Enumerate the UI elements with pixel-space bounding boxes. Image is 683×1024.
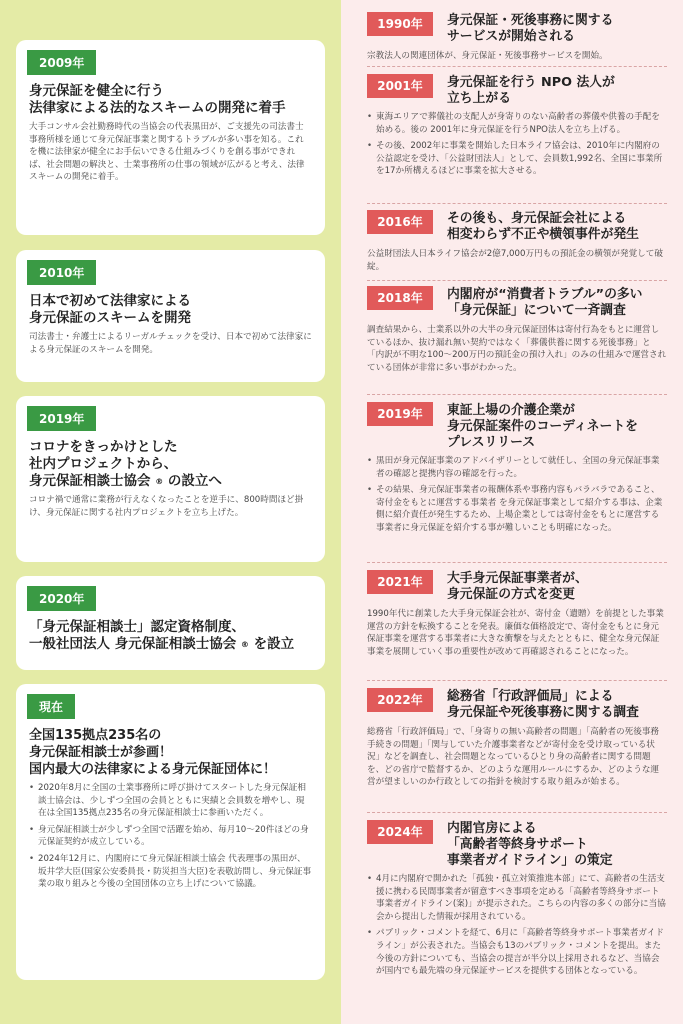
- year-badge: 2021年: [367, 570, 433, 594]
- entry-2022: [367, 688, 667, 789]
- divider: [367, 680, 667, 681]
- card-current: [16, 684, 325, 980]
- entry-title: 身元保証・死後事務に関する サービスが開始される: [447, 13, 614, 44]
- entry-title: その後も、身元保証会社による 相変わらず不正や横領事件が発生: [447, 211, 639, 242]
- registered-mark: ®: [240, 640, 249, 649]
- entry-body: 総務省「行政評価局」で、「身寄りの無い高齢者の問題」「高齢者の死後事務手続きの問題」「関与していた介護事業者などが寄付金を受け取っている状況」などを調査し、社会問題となっているひとり身の高齢者に関する問題を、どの省庁で監督するか、どのような運用ルールにするか、どのような運営が望ましいのか行政としての指針を検討する取り組みが始まる。: [367, 727, 660, 788]
- entry-2016: [367, 210, 667, 273]
- entry-title: 大手身元保証事業者が、 身元保証の方式を変更: [447, 571, 588, 602]
- list-item: • 2020年8月に全国の士業事務所に呼び掛けてスタートした身元保証相談士協会は、少しずつ全国の会員とともに実績と会員数を増やし、現在は全国135拠点235名の身元保証相談士に参画いただく。: [29, 782, 312, 820]
- bullet-list: [367, 873, 667, 978]
- list-item: • 東海エリアで葬儀社の支配人が身寄りのない高齢者の葬儀や供養の手配を始める。後の 2001年に身元保証を行うNPO法人を立ち上げる。: [367, 111, 667, 136]
- entry-2019: [367, 402, 667, 539]
- entry-2018: [367, 286, 667, 374]
- entry-body: 1990年代に創業した大手身元保証会社が、寄付金（遺贈）を前提とした事業運営の方針を転換することを発表。廉価な価格設定で、寄付金をもとに身元保証事業を運営する事業者に大きな衝撃を与えたとともに、健全な身元保証事業を展開していく事の重要性が改めて再確認されることになった。: [367, 609, 664, 657]
- list-item: • 4月に内閣府で開かれた「孤独・孤立対策推進本部」にて、高齢者の生活支援に携わる民間事業者が留意すべき事項を定める「高齢者等終身サポート事業者ガイドライン(案)」が提示された。こちらの内容の多くの部分に当協会から提出した情報が採用されている。: [367, 873, 667, 923]
- card-2010: [16, 250, 325, 382]
- entry-body: 宗教法人の関連団体が、身元保証・死後事務サービスを開始。: [367, 51, 608, 61]
- year-badge: 2018年: [367, 286, 433, 310]
- registered-mark: ®: [155, 477, 164, 486]
- entry-title: 総務省「行政評価局」による 身元保証や死後事務に関する調査: [447, 689, 639, 720]
- entry-1990: [367, 12, 667, 63]
- divider: [367, 394, 667, 395]
- card-body: コロナ禍で通常に業務が行えなくなったことを逆手に、800時間ほど掛け、身元保証に関する社内プロジェクトを立ち上げた。: [29, 495, 304, 518]
- card-title: 全国135拠点235名の 身元保証相談士が参画！ 国内最大の法律家による身元保証団体に！: [29, 728, 277, 777]
- card-2019: [16, 396, 325, 562]
- entry-2024: [367, 820, 667, 982]
- year-badge: 2024年: [367, 820, 433, 844]
- divider: [367, 203, 667, 204]
- entry-2001: [367, 74, 667, 182]
- year-badge: 2020年: [27, 586, 96, 611]
- bullet-list: [367, 455, 667, 535]
- entry-title: 内閣官房による 「高齢者等終身サポート 事業者ガイドライン」の策定: [447, 821, 613, 868]
- list-item: • 黒田が身元保証事業のアドバイザリーとして就任し、全国の身元保証事業者の確認と提携内容の確認を行った。: [367, 455, 667, 480]
- year-badge: 2022年: [367, 688, 433, 712]
- year-badge: 現在: [27, 694, 75, 719]
- year-badge: 1990年: [367, 12, 433, 36]
- year-badge: 2010年: [27, 260, 96, 285]
- card-2020: [16, 576, 325, 670]
- list-item: • 身元保証相談士が少しずつ全国で活躍を始め、毎月10〜20件ほどの身元保証契約が成立している。: [29, 824, 312, 849]
- bullet-list: [29, 782, 312, 891]
- card-title: コロナをきっかけとした 社内プロジェクトから、 身元保証相談士協会 ® の設立へ: [29, 439, 222, 489]
- card-title: 日本で初めて法律家による 身元保証のスキームを開発: [29, 293, 191, 326]
- year-badge: 2001年: [367, 74, 433, 98]
- divider: [367, 562, 667, 563]
- list-item: • 2024年12月に、内閣府にて身元保証相談士協会 代表理事の黒田が、坂井学大臣(国家公安委員長・防災担当大臣)を表敬訪問し、身元保証事業の取り組みと今後の全国団体の立ち上げについて協議。: [29, 853, 312, 891]
- entry-body: 調査結果から、士業系以外の大半の身元保証団体は寄付行為をもとに運営しているほか、抜け漏れ無い契約ではなく「葬儀供養に関する死後事務」と「内訳が不明な100〜200万円の預託金の預け入れ」のみの仕組みで運営されている団体が非常に多い事がわかった。: [367, 325, 667, 373]
- card-body: 司法書士・弁護士によるリーガルチェックを受け、日本で初めて法律家による身元保証のスキームを開発。: [29, 332, 312, 355]
- card-2009: [16, 40, 325, 235]
- entry-title: 内閣府が“消費者トラブル”の多い 「身元保証」について一斉調査: [447, 287, 643, 318]
- divider: [367, 280, 667, 281]
- card-title: 「身元保証相談士」認定資格制度、 一般社団法人 身元保証相談士協会 ® を設立: [29, 619, 295, 652]
- entry-body: 公益財団法人日本ライフ協会が2億7,000万円もの預託金の横領が発覚して破綻。: [367, 249, 663, 272]
- year-badge: 2016年: [367, 210, 433, 234]
- entry-title: 東証上場の介護企業が 身元保証案件のコーディネートを プレスリリース: [447, 403, 638, 450]
- list-item: • その後、2002年に事業を開始した日本ライフ協会は、2010年に内閣府の公益認定を受け、「公益財団法人」として、会員数1,992名、全国に事業所を17か所構えるほどに事業を拡大させる。: [367, 140, 667, 178]
- year-badge: 2009年: [27, 50, 96, 75]
- card-title: 身元保証を健全に行う 法律家による法的なスキームの開発に着手: [29, 83, 286, 116]
- bullet-list: [367, 111, 667, 178]
- card-body: 大手コンサル会社勤務時代の当協会の代表黒田が、ご支援先の司法書士事務所様を通じて身元保証事業と関するトラブルが多い事を知る。これを機に法律家が健全にお手伝いできる仕組みづくりを創る事ができれば、社会問題の解決と、士業事務所の仕事の領域が広がると考え、法律スキームの開発に着手。: [29, 122, 305, 183]
- year-badge: 2019年: [27, 406, 96, 431]
- list-item: • その結果、身元保証事業者の報酬体系や事務内容もバラバラであること、寄付金をもとに運営する事業者 を身元保証事業として紹介する事は、企業側に紹介責任が発生するため、上場企業としては寄付金をもとに運営する事業者に身元保証を紹介する事が難しいことも明確になった。: [367, 484, 667, 534]
- year-badge: 2019年: [367, 402, 433, 426]
- divider: [367, 812, 667, 813]
- entry-title: 身元保証を行う NPO 法人が 立ち上がる: [447, 75, 615, 106]
- divider: [367, 66, 667, 67]
- list-item: • パブリック・コメントを経て、6月に「高齢者等終身サポート事業者ガイドライン」が公表された。当協会も13のパブリック・コメントを提出。また今後の方針についても、当協会の提言が半分以上採用されるなど、当協会が国内でも最先端の身元保証サービスを提供する団体となっている。: [367, 927, 667, 977]
- entry-2021: [367, 570, 667, 658]
